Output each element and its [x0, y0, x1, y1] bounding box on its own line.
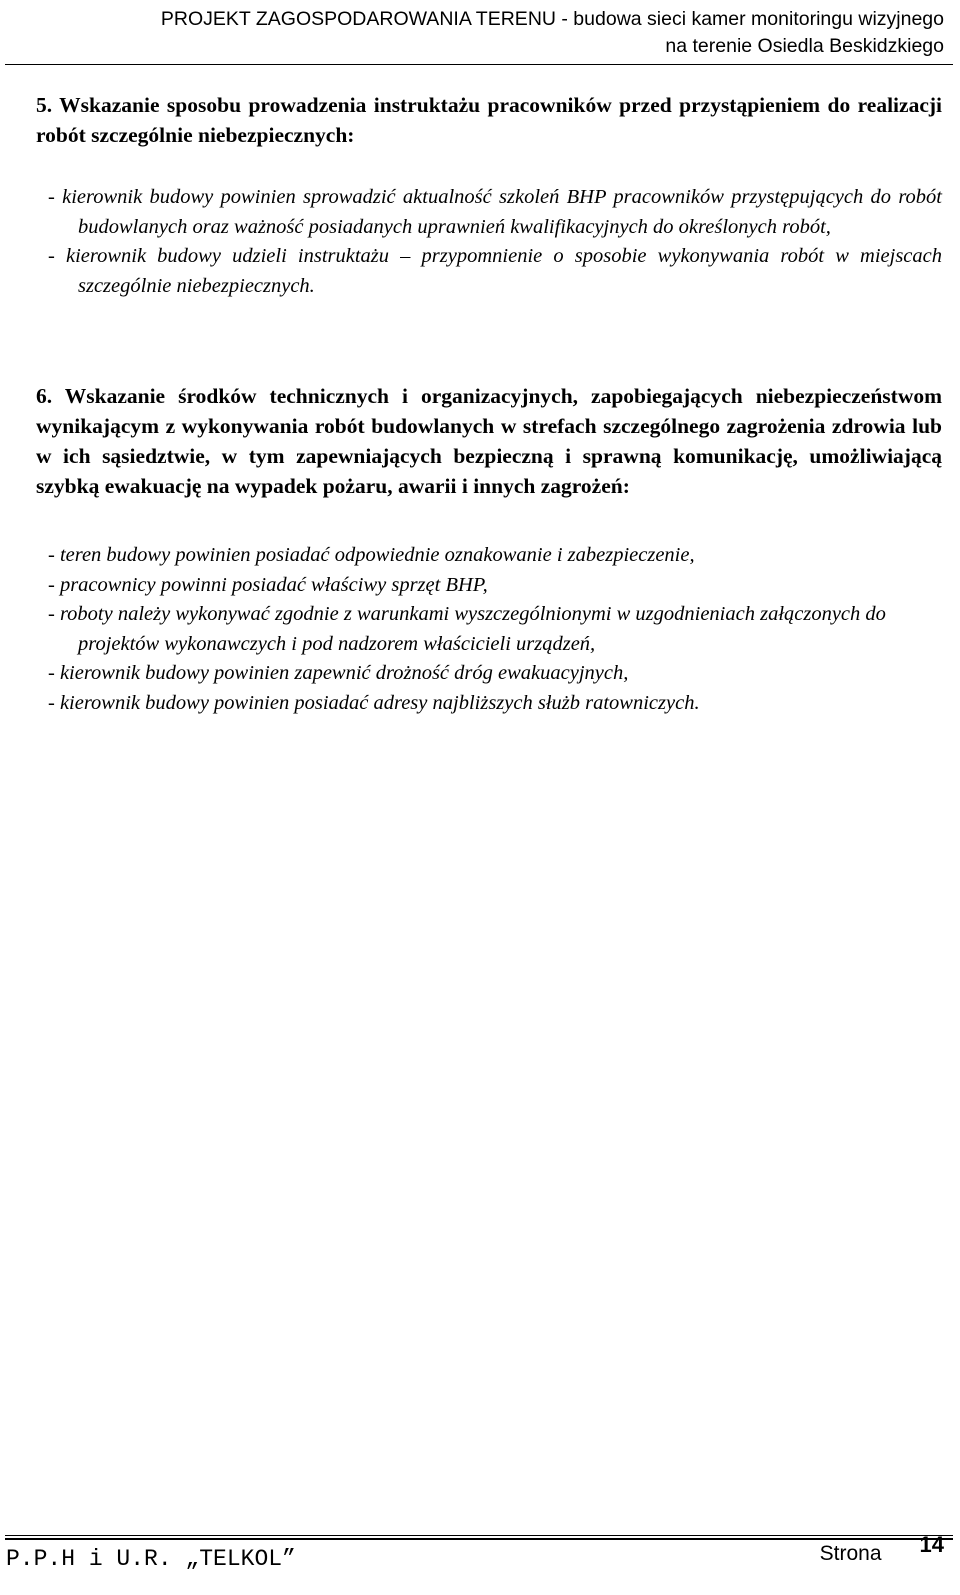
list-item: - teren budowy powinien posiadać odpowiednie oznakowanie i zabezpieczenie,	[48, 544, 695, 566]
list-item: - kierownik budowy udzieli instruktażu – przypomnienie o sposobie wykonywania robót w miejscach szczególnie niebezpiecznych.	[48, 245, 942, 297]
list-item: - kierownik budowy powinien zapewnić drożność dróg ewakuacyjnych,	[48, 662, 629, 684]
header-divider	[5, 64, 953, 65]
page-header	[44, 6, 944, 60]
list-item: - pracownicy powinni posiadać właściwy sprzęt BHP,	[48, 573, 488, 596]
header-title-line2: na terenie Osiedla Beskidzkiego	[665, 35, 944, 57]
section-5-heading: 5. Wskazanie sposobu prowadzenia instruktażu pracowników przed przystąpieniem do realizacji robót szczególnie niebezpiecznych:	[36, 93, 942, 147]
footer-page-info	[819, 1532, 944, 1569]
section-6-heading: 6. Wskazanie środków technicznych i organizacyjnych, zapobiegających niebezpieczeństwom wynikającym z wykonywania robót budowlanych w strefach szczególnego zagrożenia zdrowia lub w ich sąsiedztwie, w tym zapewniających bezpieczną i sprawną komunikację, umożliwiającą szybką ewakuację na wypadek pożaru, awarii i innych zagrożeń:	[36, 384, 942, 498]
header-title-line1: PROJEKT ZAGOSPODAROWANIA TERENU - budowa sieci kamer monitoringu wizyjnego	[160, 8, 944, 30]
section-5	[36, 90, 942, 301]
section-5-list	[36, 183, 942, 301]
footer-divider	[5, 1535, 953, 1536]
section-6-list	[36, 541, 942, 718]
footer-company: P.P.H i U.R. „TELKOL”	[6, 1546, 296, 1572]
footer-divider-thick	[5, 1538, 953, 1540]
list-item: - kierownik budowy powinien sprowadzić aktualność szkoleń BHP pracowników przystępujących do robót budowlanych oraz ważność posiadanych uprawnień kwalifikacyjnych do określonych robót,	[48, 186, 942, 238]
list-item: - kierownik budowy powinien posiadać adresy najbliższych służb ratowniczych.	[48, 691, 700, 714]
page-label: Strona	[819, 1542, 882, 1565]
list-item: - roboty należy wykonywać zgodnie z warunkami wyszczególnionymi w uzgodnieniach załączonych do projektów wykonawczych i pod nadzorem właścicieli urządzeń,	[48, 603, 886, 655]
section-6	[36, 381, 942, 718]
page-number: 14	[919, 1532, 944, 1557]
